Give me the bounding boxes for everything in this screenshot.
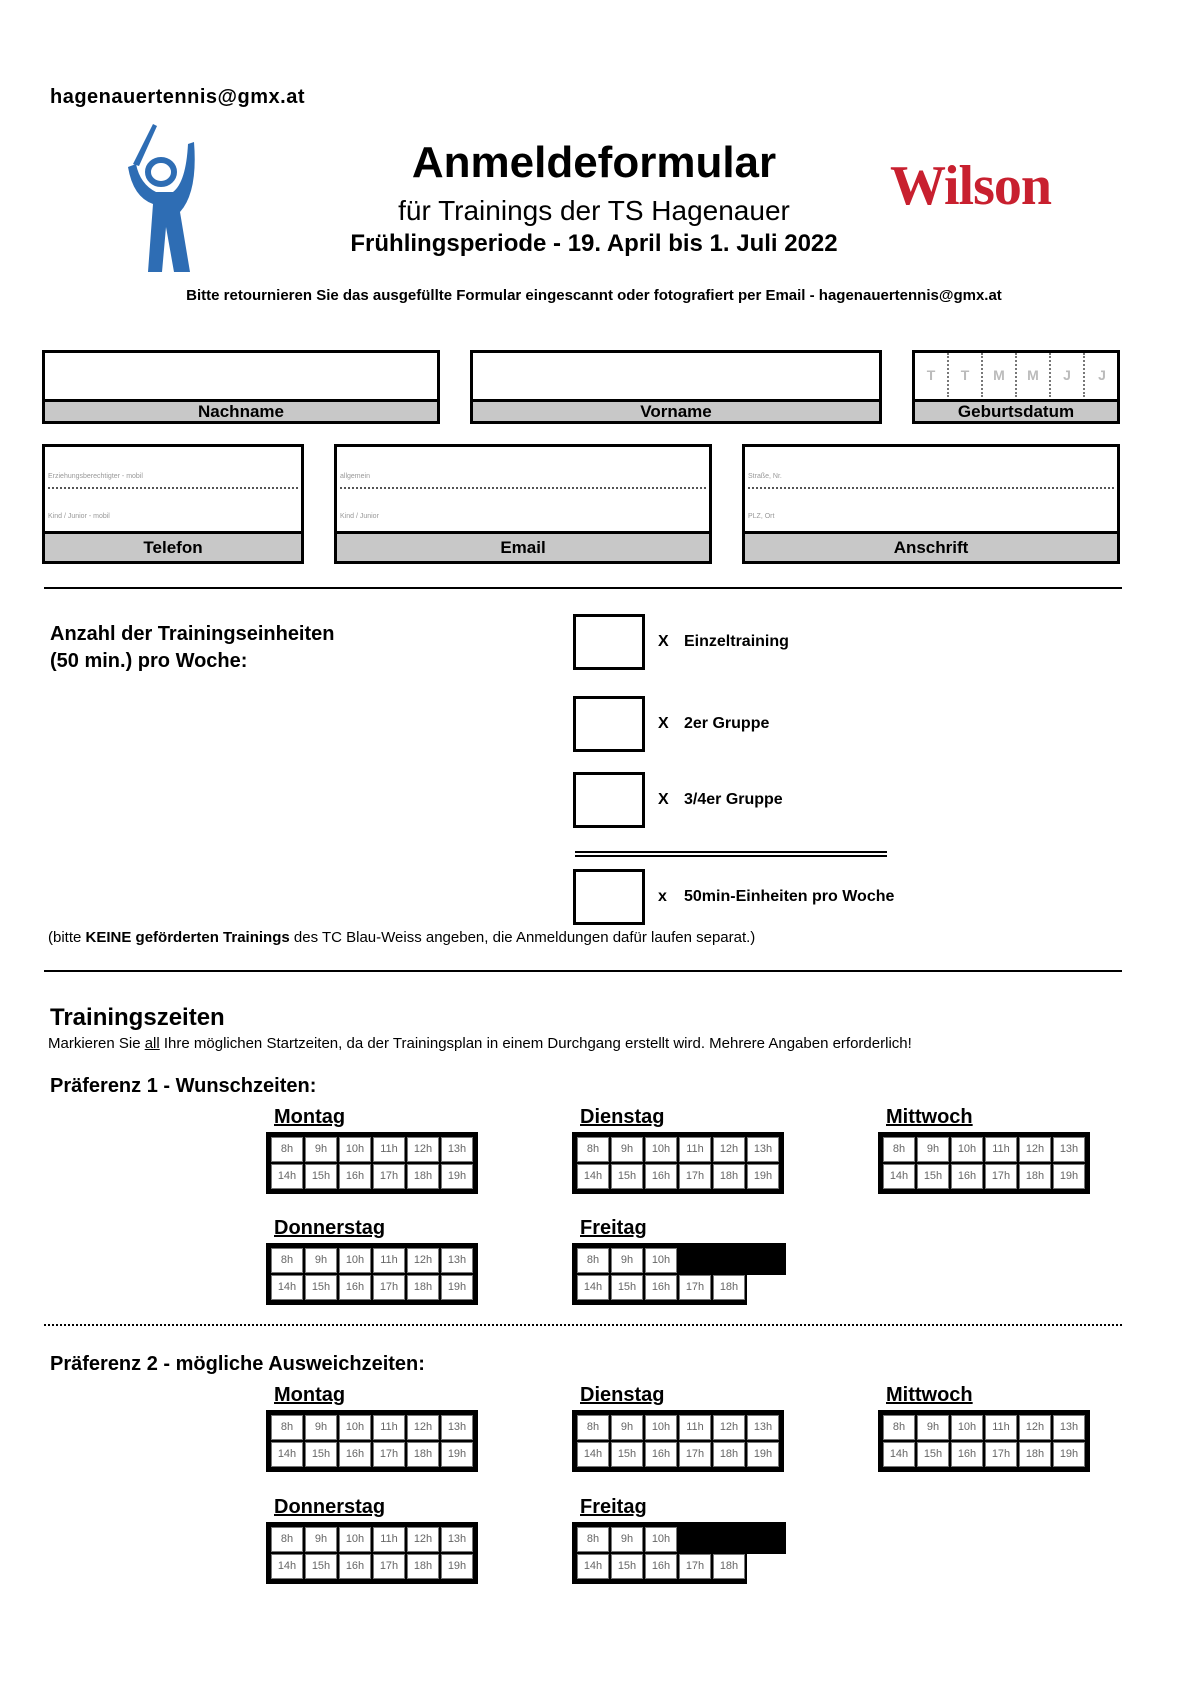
time-slot-checkbox[interactable]: 15h — [611, 1275, 643, 1300]
time-slot-checkbox[interactable]: 18h — [407, 1442, 439, 1467]
time-slot-checkbox[interactable]: 14h — [271, 1442, 303, 1467]
birth-year-digit-2[interactable]: J — [1098, 367, 1106, 383]
time-slot-checkbox[interactable]: 9h — [611, 1415, 643, 1440]
time-slot-checkbox[interactable]: 15h — [305, 1442, 337, 1467]
time-slot-checkbox[interactable]: 12h — [713, 1415, 745, 1440]
times-title: Trainingszeiten — [50, 1004, 225, 1031]
time-slot-checkbox[interactable]: 16h — [645, 1442, 677, 1467]
time-slot-checkbox[interactable]: 17h — [679, 1275, 711, 1300]
telefon-placeholder-child: Kind / Junior - mobil — [48, 513, 110, 520]
time-slot-checkbox[interactable]: 18h — [713, 1164, 745, 1189]
time-slot-checkbox[interactable]: 17h — [373, 1554, 405, 1579]
time-slot-checkbox[interactable]: 10h — [645, 1248, 677, 1273]
time-slot-checkbox[interactable]: 18h — [1019, 1164, 1051, 1189]
time-slot-checkbox[interactable]: 11h — [373, 1137, 405, 1162]
svg-text:Wilson: Wilson — [890, 155, 1052, 217]
time-slot-checkbox[interactable]: 18h — [713, 1275, 745, 1300]
time-slot-checkbox[interactable]: 15h — [305, 1554, 337, 1579]
time-slot-checkbox[interactable]: 14h — [271, 1554, 303, 1579]
section-divider-dotted — [44, 1324, 1122, 1326]
day-name: Freitag — [580, 1217, 647, 1239]
time-slot-checkbox[interactable]: 17h — [985, 1164, 1017, 1189]
time-slot-checkbox[interactable]: 16h — [951, 1442, 983, 1467]
multiply-mark: X — [658, 715, 669, 732]
contact-email: hagenauertennis@gmx.at — [50, 86, 306, 108]
time-slot-checkbox[interactable]: 10h — [645, 1415, 677, 1440]
time-slot-checkbox[interactable]: 19h — [747, 1164, 779, 1189]
time-slot-checkbox[interactable]: 13h — [747, 1137, 779, 1162]
anschrift-field[interactable] — [742, 444, 1120, 564]
nachname-field[interactable] — [42, 350, 440, 424]
time-slot-checkbox[interactable]: 10h — [339, 1137, 371, 1162]
time-slot-checkbox[interactable]: 10h — [645, 1527, 677, 1552]
time-slot-checkbox[interactable]: 12h — [407, 1137, 439, 1162]
anschrift-label: Anschrift — [745, 531, 1117, 561]
units-title-line2: (50 min.) pro Woche: — [50, 650, 248, 672]
section-divider — [44, 587, 1122, 589]
time-slot-checkbox[interactable]: 14h — [577, 1442, 609, 1467]
time-slot-checkbox[interactable]: 18h — [407, 1554, 439, 1579]
email-placeholder-child: Kind / Junior — [340, 513, 379, 520]
time-slot-checkbox[interactable]: 8h — [577, 1527, 609, 1552]
desc-suffix: Ihre möglichen Startzeiten, da der Trainingsplan in einem Durchgang erstellt wird. Mehrere Angaben erforderlich! — [159, 1035, 912, 1052]
time-slot-checkbox[interactable]: 10h — [339, 1527, 371, 1552]
time-slot-checkbox[interactable]: 16h — [339, 1554, 371, 1579]
time-slot-checkbox[interactable]: 13h — [441, 1527, 473, 1552]
time-slot-checkbox[interactable]: 9h — [917, 1137, 949, 1162]
time-slot-checkbox[interactable]: 17h — [679, 1164, 711, 1189]
einzeltraining-count-box[interactable] — [573, 614, 645, 670]
day-name: Mittwoch — [886, 1384, 973, 1406]
time-slot-checkbox[interactable]: 11h — [985, 1415, 1017, 1440]
time-slot-checkbox[interactable]: 9h — [917, 1415, 949, 1440]
time-slot-checkbox[interactable]: 18h — [713, 1442, 745, 1467]
34er-gruppe-count-box[interactable] — [573, 772, 645, 828]
time-slot-checkbox[interactable]: 17h — [679, 1554, 711, 1579]
time-slot-checkbox[interactable]: 16h — [645, 1164, 677, 1189]
time-slot-checkbox[interactable]: 17h — [679, 1442, 711, 1467]
time-slot-checkbox[interactable]: 8h — [271, 1415, 303, 1440]
time-slot-checkbox[interactable]: 9h — [611, 1137, 643, 1162]
time-slot-checkbox[interactable]: 9h — [611, 1248, 643, 1273]
time-slot-checkbox[interactable]: 19h — [441, 1554, 473, 1579]
34er-gruppe-label: 3/4er Gruppe — [684, 791, 783, 808]
time-slot-checkbox[interactable]: 9h — [611, 1527, 643, 1552]
nachname-label: Nachname — [45, 399, 437, 421]
multiply-mark: X — [658, 633, 669, 650]
time-slot-checkbox[interactable]: 14h — [577, 1554, 609, 1579]
time-slot-checkbox[interactable]: 10h — [339, 1415, 371, 1440]
time-slot-grid — [572, 1243, 747, 1305]
multiply-mark: X — [658, 791, 669, 808]
note-prefix: (bitte — [48, 929, 86, 946]
time-slot-checkbox[interactable]: 11h — [373, 1415, 405, 1440]
blocked-slot — [713, 1527, 745, 1552]
time-slot-checkbox[interactable]: 19h — [1053, 1442, 1085, 1467]
time-slot-checkbox[interactable]: 13h — [441, 1137, 473, 1162]
day-name: Montag — [274, 1384, 346, 1406]
time-slot-checkbox[interactable]: 11h — [679, 1137, 711, 1162]
time-slot-checkbox[interactable]: 19h — [441, 1164, 473, 1189]
email-field[interactable] — [334, 444, 712, 564]
time-slot-checkbox[interactable]: 15h — [611, 1554, 643, 1579]
time-slot-checkbox[interactable]: 19h — [441, 1442, 473, 1467]
time-slot-checkbox[interactable]: 8h — [883, 1137, 915, 1162]
anschrift-placeholder-street: Straße, Nr. — [748, 473, 782, 480]
time-slot-checkbox[interactable]: 15h — [917, 1164, 949, 1189]
einzeltraining-label: Einzeltraining — [684, 633, 789, 650]
time-slot-checkbox[interactable]: 12h — [1019, 1137, 1051, 1162]
birth-month-digit-1[interactable]: M — [983, 353, 1017, 397]
time-slot-checkbox[interactable]: 17h — [373, 1442, 405, 1467]
time-slot-checkbox[interactable]: 11h — [679, 1415, 711, 1440]
time-slot-checkbox[interactable]: 14h — [271, 1275, 303, 1300]
units-title — [50, 621, 335, 675]
time-slot-checkbox[interactable]: 17h — [373, 1275, 405, 1300]
time-slot-checkbox[interactable]: 19h — [441, 1275, 473, 1300]
day-name: Montag — [274, 1106, 346, 1128]
preference-2-title: Präferenz 2 - mögliche Ausweichzeiten: — [50, 1353, 425, 1375]
field-divider — [748, 487, 1114, 489]
time-slot-checkbox[interactable]: 12h — [407, 1248, 439, 1273]
time-slot-checkbox[interactable]: 10h — [951, 1137, 983, 1162]
time-slot-grid — [266, 1243, 478, 1305]
time-slot-checkbox[interactable]: 18h — [407, 1164, 439, 1189]
time-slot-checkbox[interactable]: 18h — [713, 1554, 745, 1579]
return-instructions: Bitte retournieren Sie das ausgefüllte Formular eingescannt oder fotografiert per Email - hagenauertennis@gmx.at — [186, 287, 1002, 304]
note-suffix: des TC Blau-Weiss angeben, die Anmeldungen dafür laufen separat.) — [289, 929, 756, 946]
time-slot-checkbox[interactable]: 17h — [985, 1442, 1017, 1467]
geburtsdatum-field[interactable] — [912, 350, 1120, 424]
field-divider — [48, 487, 298, 489]
birth-month-digit-2[interactable]: M — [1017, 353, 1051, 397]
time-slot-grid — [572, 1522, 747, 1584]
time-slot-checkbox[interactable]: 8h — [577, 1248, 609, 1273]
day-name: Dienstag — [580, 1384, 665, 1406]
day-name: Mittwoch — [886, 1106, 973, 1128]
time-slot-checkbox[interactable]: 10h — [645, 1137, 677, 1162]
time-slot-checkbox[interactable]: 14h — [883, 1164, 915, 1189]
time-slot-checkbox[interactable]: 8h — [577, 1137, 609, 1162]
time-slot-checkbox[interactable]: 16h — [645, 1275, 677, 1300]
time-slot-checkbox[interactable]: 15h — [611, 1442, 643, 1467]
time-slot-checkbox[interactable]: 15h — [917, 1442, 949, 1467]
time-slot-checkbox[interactable]: 13h — [747, 1415, 779, 1440]
units-title-line1: Anzahl der Trainingseinheiten — [50, 623, 335, 645]
time-slot-checkbox[interactable]: 10h — [951, 1415, 983, 1440]
time-slot-checkbox[interactable]: 11h — [373, 1248, 405, 1273]
telefon-field[interactable] — [42, 444, 304, 564]
time-slot-checkbox[interactable]: 19h — [747, 1442, 779, 1467]
vorname-field[interactable] — [470, 350, 882, 424]
times-description — [48, 1035, 912, 1052]
time-slot-checkbox[interactable]: 18h — [407, 1275, 439, 1300]
time-slot-checkbox[interactable]: 10h — [339, 1248, 371, 1273]
email-label: Email — [337, 531, 709, 561]
time-slot-checkbox[interactable]: 8h — [271, 1248, 303, 1273]
birth-day-digit-1[interactable]: T — [915, 353, 949, 397]
time-slot-grid — [266, 1410, 478, 1472]
subsidized-note — [48, 929, 755, 946]
time-slot-checkbox[interactable]: 12h — [407, 1415, 439, 1440]
time-slot-grid — [878, 1132, 1090, 1194]
time-slot-checkbox[interactable]: 13h — [1053, 1137, 1085, 1162]
form-period: Frühlingsperiode - 19. April bis 1. Juli 2022 — [350, 230, 838, 257]
time-slot-checkbox[interactable]: 14h — [883, 1442, 915, 1467]
time-slot-grid — [878, 1410, 1090, 1472]
field-divider — [340, 487, 706, 489]
desc-prefix: Markieren Sie — [48, 1035, 145, 1052]
time-slot-checkbox[interactable]: 19h — [1053, 1164, 1085, 1189]
time-slot-checkbox[interactable]: 11h — [985, 1137, 1017, 1162]
time-slot-checkbox[interactable]: 16h — [339, 1164, 371, 1189]
blocked-slot — [713, 1248, 745, 1273]
time-slot-checkbox[interactable]: 9h — [305, 1527, 337, 1552]
day-name: Donnerstag — [274, 1217, 386, 1239]
time-slot-checkbox[interactable]: 9h — [305, 1248, 337, 1273]
time-slot-checkbox[interactable]: 8h — [271, 1137, 303, 1162]
blocked-slot — [679, 1527, 711, 1552]
unavailable-block — [744, 1243, 786, 1275]
sum-double-line — [575, 851, 887, 857]
form-title: Anmeldeformular — [411, 138, 777, 187]
section-divider — [44, 970, 1122, 972]
day-name: Freitag — [580, 1496, 647, 1518]
time-slot-checkbox[interactable]: 13h — [1053, 1415, 1085, 1440]
time-slot-grid — [266, 1522, 478, 1584]
time-slot-grid — [572, 1132, 784, 1194]
day-name: Donnerstag — [274, 1496, 386, 1518]
birth-year-digit-1[interactable]: J — [1051, 353, 1085, 397]
note-bold: KEINE geförderten Trainings — [85, 929, 290, 946]
time-slot-checkbox[interactable]: 14h — [271, 1164, 303, 1189]
time-slot-checkbox[interactable]: 8h — [883, 1415, 915, 1440]
multiply-mark: x — [658, 888, 667, 905]
time-slot-grid — [572, 1410, 784, 1472]
time-slot-checkbox[interactable]: 16h — [951, 1164, 983, 1189]
blocked-slot — [679, 1248, 711, 1273]
time-slot-checkbox[interactable]: 13h — [441, 1248, 473, 1273]
total-units-box[interactable] — [573, 869, 645, 925]
time-slot-grid — [266, 1132, 478, 1194]
time-slot-checkbox[interactable]: 14h — [577, 1275, 609, 1300]
time-slot-checkbox[interactable]: 18h — [1019, 1442, 1051, 1467]
day-name: Dienstag — [580, 1106, 665, 1128]
time-slot-checkbox[interactable]: 9h — [305, 1415, 337, 1440]
email-placeholder-general: allgemein — [340, 473, 370, 480]
time-slot-checkbox[interactable]: 15h — [305, 1275, 337, 1300]
telefon-placeholder-parent: Erziehungsberechtigter - mobil — [48, 473, 143, 480]
time-slot-checkbox[interactable]: 16h — [339, 1442, 371, 1467]
time-slot-checkbox[interactable]: 11h — [373, 1527, 405, 1552]
unavailable-block — [744, 1522, 786, 1554]
time-slot-checkbox[interactable]: 16h — [339, 1275, 371, 1300]
vorname-label: Vorname — [473, 399, 879, 421]
time-slot-checkbox[interactable]: 15h — [305, 1164, 337, 1189]
geburtsdatum-label: Geburtsdatum — [915, 399, 1117, 421]
time-slot-checkbox[interactable]: 17h — [373, 1164, 405, 1189]
2er-gruppe-count-box[interactable] — [573, 696, 645, 752]
time-slot-checkbox[interactable]: 8h — [577, 1415, 609, 1440]
time-slot-checkbox[interactable]: 8h — [271, 1527, 303, 1552]
anschrift-placeholder-city: PLZ, Ort — [748, 513, 775, 520]
time-slot-checkbox[interactable]: 12h — [407, 1527, 439, 1552]
desc-underlined: all — [144, 1035, 160, 1052]
time-slot-checkbox[interactable]: 9h — [305, 1137, 337, 1162]
time-slot-checkbox[interactable]: 13h — [441, 1415, 473, 1440]
preference-1-title: Präferenz 1 - Wunschzeiten: — [50, 1075, 317, 1097]
time-slot-checkbox[interactable]: 14h — [577, 1164, 609, 1189]
telefon-label: Telefon — [45, 531, 301, 561]
wilson-logo-icon — [888, 150, 1106, 220]
2er-gruppe-label: 2er Gruppe — [684, 715, 770, 732]
time-slot-checkbox[interactable]: 12h — [713, 1137, 745, 1162]
time-slot-checkbox[interactable]: 16h — [645, 1554, 677, 1579]
total-units-label: 50min-Einheiten pro Woche — [684, 888, 895, 905]
form-subtitle: für Trainings der TS Hagenauer — [398, 195, 790, 226]
time-slot-checkbox[interactable]: 15h — [611, 1164, 643, 1189]
birth-day-digit-2[interactable]: T — [949, 353, 983, 397]
time-slot-checkbox[interactable]: 12h — [1019, 1415, 1051, 1440]
